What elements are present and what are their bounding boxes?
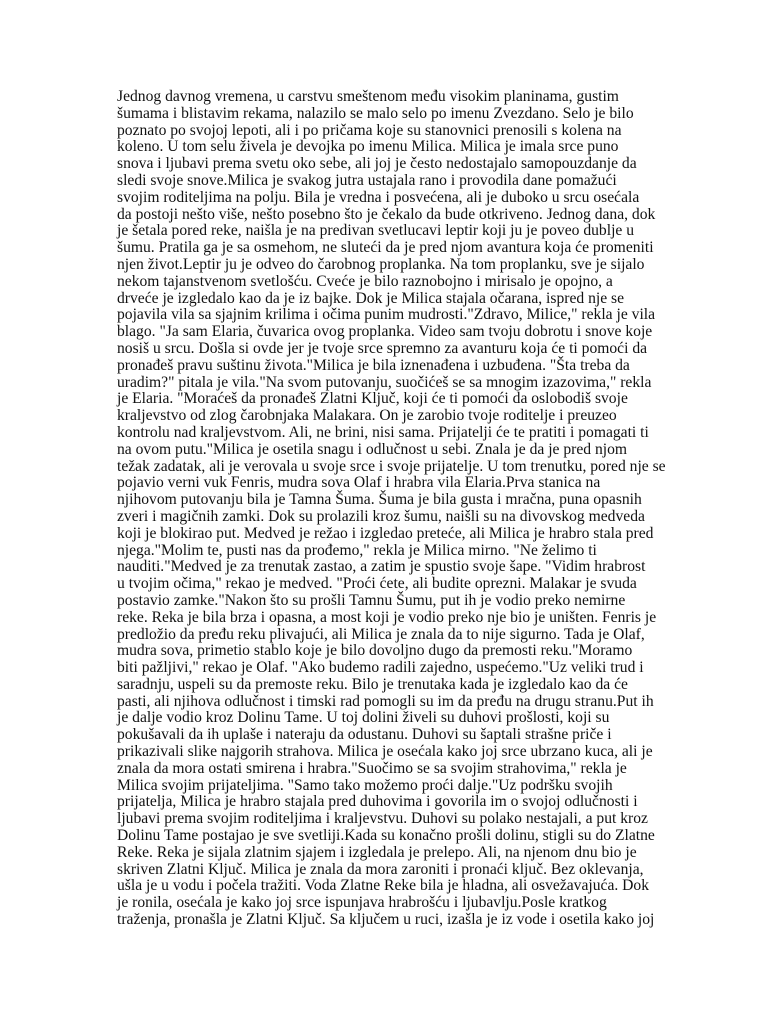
- text-line: njihovom putovanju bila je Tamna Šuma. Šuma je bila gusta i mračna, puna opasnih: [117, 491, 642, 509]
- text-line: je šetala pored reke, naišla je na predivan svetlucavi leptir koji ju je poveo dublje u: [117, 222, 635, 240]
- text-line: koleno. U tom selu živela je devojka po imenu Milica. Milica je imala srce puno: [117, 138, 619, 156]
- text-line: kraljevstvo od zlog čarobnjaka Malakara. On je zarobio tvoje roditelje i preuzeo: [117, 407, 617, 425]
- text-line: Jednog davnog vremena, u carstvu smeštenom među visokim planinama, gustim: [117, 88, 619, 105]
- text-line: nosiš u srcu. Došla si ovde jer je tvoje srce spremno za avanturu koja će ti pomoći da: [117, 339, 648, 357]
- text-line: njen život.Leptir ju je odveo do čarobnog proplanka. Na tom proplanku, sve je sijalo: [117, 255, 645, 273]
- text-line: nekom tajanstvenom svetlošću. Cveće je bilo raznobojno i mirisalo je opojno, a: [117, 272, 613, 290]
- text-line: znala da mora ostati smirena i hrabra."Suočimo se sa svojim strahovima," rekla je: [117, 759, 627, 777]
- text-line: je Elaria. "Moraćeš da pronađeš Zlatni Ključ, koji će ti pomoći da oslobodiš svoje: [117, 390, 628, 408]
- text-line: sledi svoje snove.Milica je svakog jutra ustajala rano i provodila dane pomažući: [117, 171, 617, 189]
- text-line: biti pažljivi," rekao je Olaf. "Ako budemo radili zajedno, uspećemo."Uz veliki trud i: [117, 659, 644, 677]
- text-line: nauditi."Medved je za trenutak zastao, a zatim je spustio svoje šape. "Vidim hrabrost: [117, 558, 646, 576]
- text-line: je ronila, osećala je kako joj srce ispunjava hrabrošću i ljubavlju.Posle kratkog: [117, 894, 607, 912]
- story-paragraph: [117, 89, 677, 929]
- text-line: prijatelja, Milica je hrabro stajala pred duhovima i govorila im o svojoj odlučnosti i: [117, 793, 638, 811]
- text-line: koji je blokirao put. Medved je režao i izgledao preteće, ali Milica je hrabro stala pred: [117, 524, 654, 542]
- text-line: u tvojim očima," rekao je medved. "Proći ćete, ali budite oprezni. Malakar je svuda: [117, 575, 637, 593]
- text-line: je dalje vodio kroz Dolinu Tame. U toj dolini živeli su duhovi prošlosti, koji su: [117, 709, 610, 727]
- text-line: zveri i magičnih zamki. Dok su prolazili kroz šumu, naišli su na divovskog medveda: [117, 507, 645, 525]
- text-line: njega."Molim te, pusti nas da prođemo," rekla je Milica mirno. "Ne želimo ti: [117, 541, 597, 559]
- text-line: drveće je izgledalo kao da je iz bajke. Dok je Milica stajala očarana, ispred nje se: [117, 289, 625, 307]
- text-line: pojavio verni vuk Fenris, mudra sova Olaf i hrabra vila Elaria.Prva stanica na: [117, 474, 601, 492]
- text-line: mudra sova, primetio stablo koje je bilo dovoljno dugo da premosti reku."Moramo: [117, 642, 633, 660]
- text-line: težak zadatak, ali je verovala u svoje srce i svoje prijatelje. U tom trenutku, pored nje se: [117, 457, 666, 475]
- text-line: šumama i blistavim rekama, nalazilo se malo selo po imenu Zvezdano. Selo je bilo: [117, 104, 634, 122]
- text-line: pojavila vila sa sjajnim krilima i očima punim mudrosti."Zdravo, Milice," rekla je vila: [117, 306, 656, 324]
- text-line: predložio da pređu reku plivajući, ali Milica je znala da to nije sigurno. Tada je Olaf,: [117, 625, 645, 643]
- text-line: traženja, pronašla je Zlatni Ključ. Sa ključem u ruci, izašla je iz vode i osetila kako joj: [117, 911, 655, 929]
- text-line: da postoji nešto više, nešto posebno što je čekalo da bude otkriveno. Jednog dana, dok: [117, 205, 656, 223]
- text-line: blago. "Ja sam Elaria, čuvarica ovog proplanka. Video sam tvoju dobrotu i snove koje: [117, 323, 653, 341]
- text-line: na ovom putu."Milica je osetila snagu i odlučnost u sebi. Znala je da je pred njom: [117, 440, 628, 458]
- text-line: uradim?" pitala je vila."Na svom putovanju, suočićeš se sa mnogim izazovima," rekla: [117, 373, 652, 391]
- text-line: reke. Reka je bila brza i opasna, a most koji je vodio preko nje bio je uništen. Fenris je: [117, 608, 657, 626]
- text-line: kontrolu nad kraljevstvom. Ali, ne brini, nisi sama. Prijatelji će te pratiti i pomagati ti: [117, 423, 649, 441]
- text-line: šumu. Pratila ga je sa osmehom, ne sluteći da je pred njom avantura koja će promeniti: [117, 239, 654, 257]
- text-line: prikazivali slike najgorih strahova. Milica je osećala kako joj srce ubrzano kuca, ali je: [117, 743, 653, 761]
- text-line: pokušavali da ih uplaše i nateraju da odustanu. Duhovi su šaptali strašne priče i: [117, 726, 612, 744]
- text-line: svojim roditeljima na polju. Bila je vredna i posvećena, ali je duboko u srcu osećala: [117, 188, 640, 206]
- text-line: Reke. Reka je sijala zlatnim sjajem i izgledala je prelepo. Ali, na njenom dnu bio je: [117, 843, 637, 861]
- text-line: Milica svojim prijateljima. "Samo tako možemo proći dalje."Uz podršku svojih: [117, 776, 613, 794]
- text-line: postavio zamke."Nakon što su prošli Tamnu Šumu, put ih je vodio preko nemirne: [117, 591, 626, 609]
- text-line: ljubavi prema svojim roditeljima i kraljevstvu. Duhovi su polako nestajali, a put kroz: [117, 810, 648, 828]
- text-line: pronađeš pravu suštinu života."Milica je bila iznenađena i uzbuđena. "Šta treba da: [117, 356, 630, 374]
- text-line: skriven Zlatni Ključ. Milica je znala da mora zaroniti i pronaći ključ. Bez oklevanja,: [117, 860, 644, 878]
- text-line: pasti, ali njihova odlučnost i timski rad pomogli su im da pređu na drugu stranu.Put ih: [117, 692, 654, 710]
- text-line: ušla je u vodu i počela tražiti. Voda Zlatne Reke bila je hladna, ali osvežavajuća. Dok: [117, 877, 650, 895]
- text-line: poznato po svojoj lepoti, ali i po pričama koje su stanovnici prenosili s kolena na: [117, 121, 622, 139]
- text-line: snova i ljubavi prema svetu oko sebe, ali joj je često nedostajalo samopouzdanje da: [117, 155, 637, 173]
- text-line: Dolinu Tame postajao je sve svetliji.Kada su konačno prošli dolinu, stigli su do Zlatne: [117, 827, 655, 845]
- text-line: saradnju, uspeli su da premoste reku. Bilo je trenutaka kada je izgledalo kao da će: [117, 675, 628, 693]
